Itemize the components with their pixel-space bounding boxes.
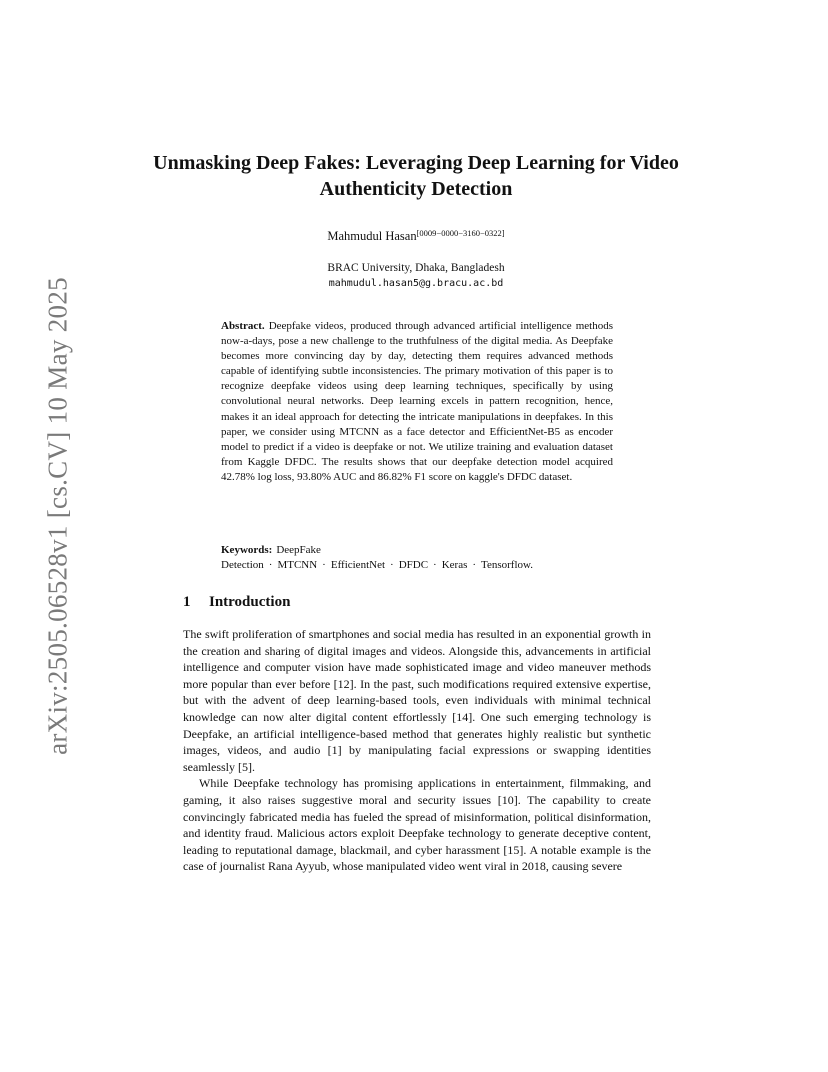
affiliation: BRAC University, Dhaka, Bangladesh: [327, 262, 505, 274]
section-heading-introduction: [183, 594, 290, 611]
keyword-separator: ·: [433, 559, 437, 571]
affiliation-block: [150, 260, 682, 292]
arxiv-identifier-stamp: arXiv:2505.06528v1 [cs.CV] 10 May 2025: [42, 277, 73, 755]
keyword-item: DeepFake Detection: [221, 544, 321, 571]
keyword-separator: ·: [390, 559, 394, 571]
introduction-body: [183, 626, 651, 875]
abstract-label: Abstract.: [221, 320, 265, 332]
keywords: [221, 543, 613, 573]
body-paragraph: The swift proliferation of smartphones and social media has resulted in an exponential growth in the creation and sharing of digital images and videos. Alongside this, advancements in artificial intelligence and computer vision have made sophisticated image and video maneuver methods more popular than ever before [12]. In the past, such modifications required extensive expertise, but with the advent of deep learning-based tools, even individuals with minimal technical knowledge can now alter digital content effortlessly [14]. One such emerging technology is Deepfake, an artificial intelligence-based method that generates highly realistic but synthetic images, videos, and audio [1] by manipulating facial expressions or swapping identities seamlessly [5].: [183, 627, 651, 774]
abstract-text: Deepfake videos, produced through advanced artificial intelligence methods now-a-days, pose a new challenge to the truthfulness of the digital media. As Deepfake becomes more convincing day by day, detecting them requires advanced methods capable of identifying subtle inconsistencies. The primary motivation of this paper is to recognize deepfake videos using deep learning techniques, specifically by using convolutional neural networks. Deep learning excels in pattern recognition, hence, makes it an ideal approach for detecting the intricate manipulations in deepfakes. In this paper, we consider using MTCNN as a face detector and EfficientNet-B5 as encoder model to predict if a video is deepfake or not. We utilize training and evaluation dataset from Kaggle DFDC. The results shows that our deepfake detection model acquired 42.78% log loss, 93.80% AUC and 86.82% F1 score on kaggle's DFDC dataset.: [221, 320, 613, 483]
author-name: Mahmudul Hasan: [327, 229, 417, 243]
keyword-separator: ·: [322, 559, 326, 571]
section-title: Introduction: [209, 594, 291, 610]
author-email: mahmudul.hasan5@g.bracu.ac.bd: [328, 278, 504, 289]
section-number: 1: [183, 594, 191, 610]
keyword-separator: ·: [472, 559, 477, 571]
keyword-item: MTCNN: [277, 559, 318, 571]
keywords-label: Keywords:: [221, 544, 273, 556]
author-orcid: [0009−0000−3160−0322]: [416, 228, 505, 238]
author-line: [150, 228, 682, 244]
keyword-separator: ·: [268, 559, 273, 571]
keyword-item: Tensorflow.: [481, 559, 534, 571]
body-paragraph: While Deepfake technology has promising applications in entertainment, filmmaking, and gaming, it also raises suggestive moral and security issues [10]. The capability to create convincingly fabricated media has fueled the spread of misinformation, political disinformation, and identity fraud. Malicious actors exploit Deepfake technology to generate deceptive content, leading to reputational damage, blackmail, and cyber harassment [15]. A notable example is the case of journalist Rana Ayyub, whose manipulated video went viral in 2018, causing severe: [183, 776, 651, 874]
keyword-item: DFDC: [398, 559, 429, 571]
keyword-item: Keras: [441, 559, 468, 571]
keyword-item: EfficientNet: [330, 559, 386, 571]
paper-title: Unmasking Deep Fakes: Leveraging Deep Learning for Video Authenticity Detection: [153, 152, 679, 200]
abstract: [221, 319, 613, 485]
